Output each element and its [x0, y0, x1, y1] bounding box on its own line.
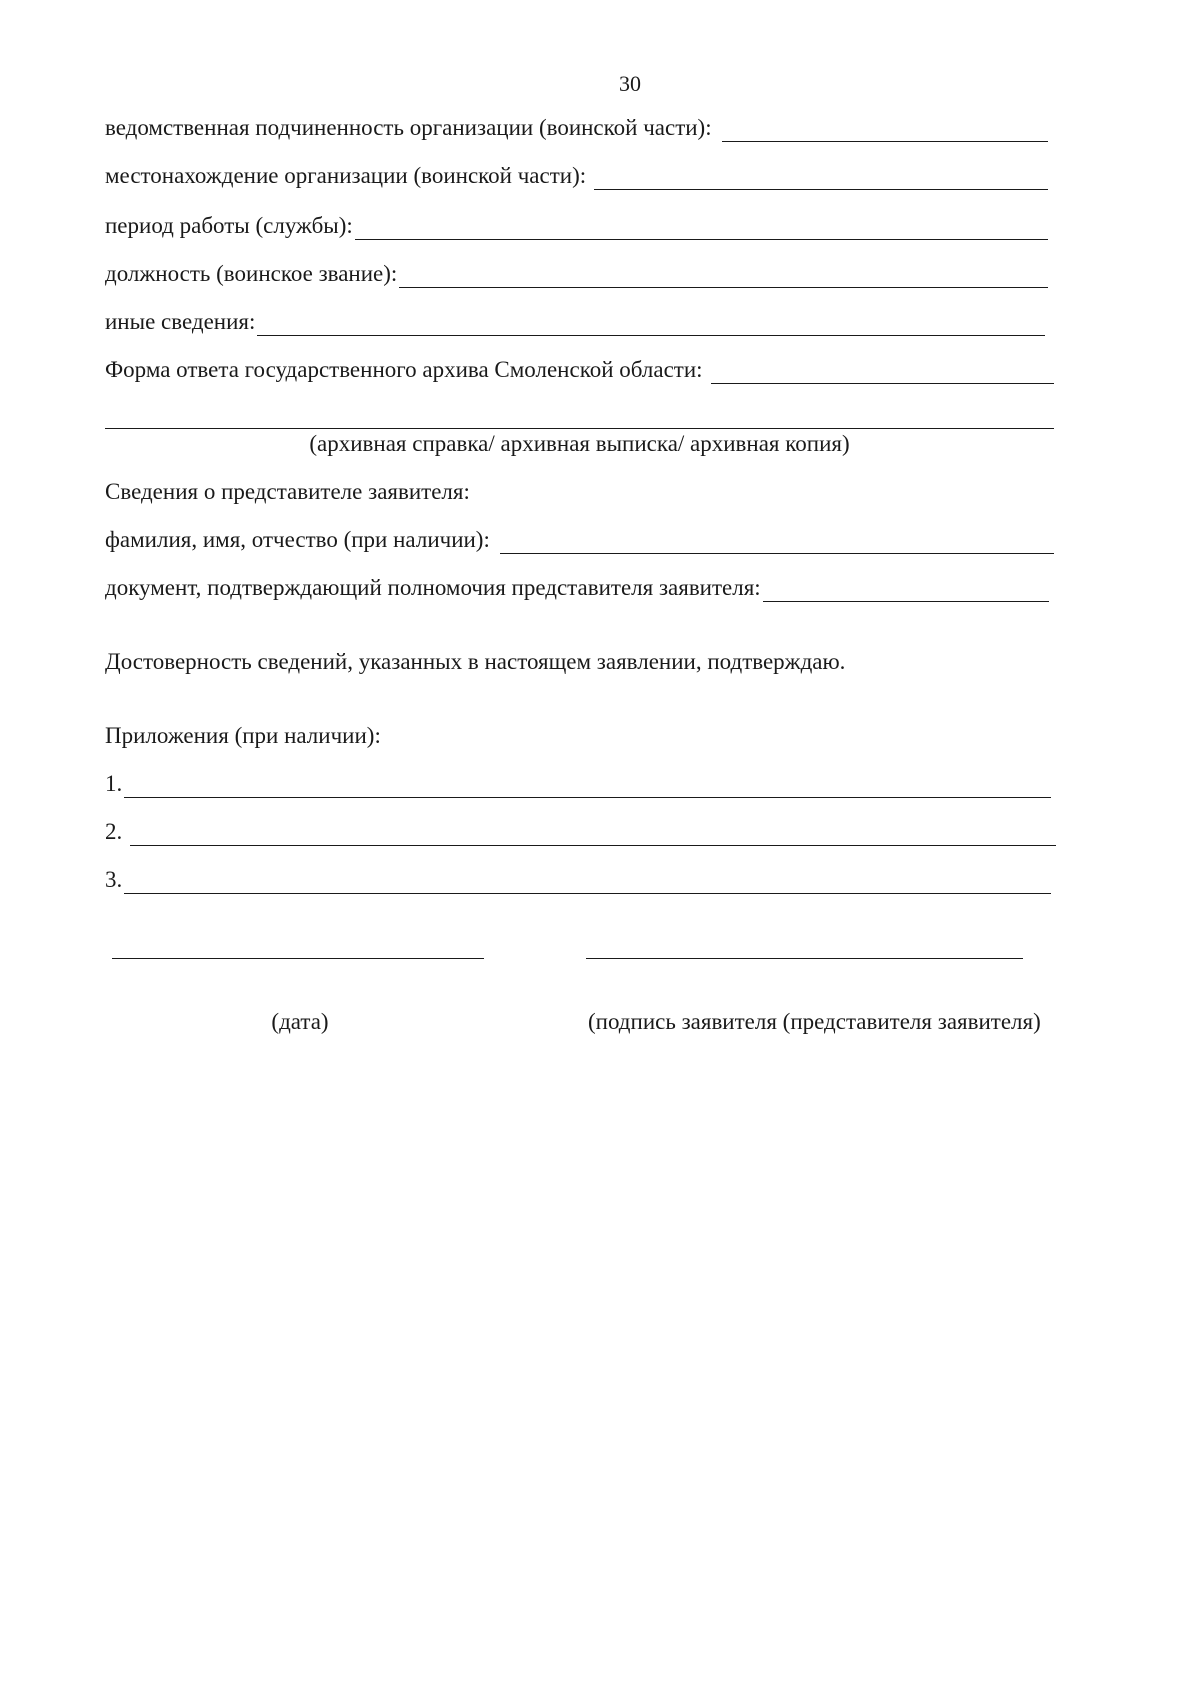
response-form-blank[interactable] [711, 361, 1054, 384]
confirmation-text: Достоверность сведений, указанных в настоящем заявлении, подтверждаю. [105, 649, 846, 674]
attachment-number: 1. [105, 771, 123, 796]
other-label: иные сведения: [105, 309, 256, 334]
signature-line[interactable] [586, 958, 1023, 959]
period-blank[interactable] [355, 217, 1048, 240]
location-blank[interactable] [594, 167, 1048, 190]
location-label: местонахождение организации (воинской части): [105, 163, 587, 188]
subordination-field [105, 114, 1048, 142]
representative-name-label: фамилия, имя, отчество (при наличии): [105, 527, 490, 552]
representative-heading: Сведения о представителе заявителя: [105, 479, 470, 504]
representative-name-blank[interactable] [500, 531, 1054, 554]
other-blank[interactable] [257, 313, 1045, 336]
position-blank[interactable] [399, 265, 1048, 288]
response-form-field [105, 356, 1054, 384]
period-label: период работы (службы): [105, 213, 353, 238]
response-form-caption: (архивная справка/ архивная выписка/ архивная копия) [309, 431, 850, 456]
representative-document-blank[interactable] [763, 579, 1049, 602]
position-field [105, 260, 1048, 288]
attachments-heading: Приложения (при наличии): [105, 723, 381, 748]
date-line[interactable] [112, 958, 484, 959]
representative-document-label: документ, подтверждающий полномочия представителя заявителя: [105, 575, 761, 600]
location-field [105, 162, 1048, 190]
representative-document-field [105, 574, 1049, 602]
signature-caption: (подпись заявителя (представителя заявителя) [588, 1009, 1041, 1034]
position-label: должность (воинское звание): [105, 261, 398, 286]
attachment-blank[interactable] [124, 871, 1051, 894]
representative-name-field [105, 526, 1054, 554]
attachment-blank[interactable] [130, 823, 1056, 846]
attachment-number: 2. [105, 819, 123, 844]
response-form-label: Форма ответа государственного архива Смоленской области: [105, 357, 703, 382]
attachment-item [105, 818, 1056, 846]
other-field [105, 308, 1045, 336]
period-field [105, 212, 1048, 240]
page-number: 30 [619, 71, 641, 96]
date-caption: (дата) [271, 1009, 329, 1034]
subordination-label: ведомственная подчиненность организации (воинской части): [105, 115, 712, 140]
attachment-item [105, 770, 1051, 798]
subordination-blank[interactable] [722, 119, 1048, 142]
attachment-item [105, 866, 1051, 894]
attachment-number: 3. [105, 867, 123, 892]
response-form-line[interactable] [105, 428, 1054, 429]
attachment-blank[interactable] [124, 775, 1051, 798]
